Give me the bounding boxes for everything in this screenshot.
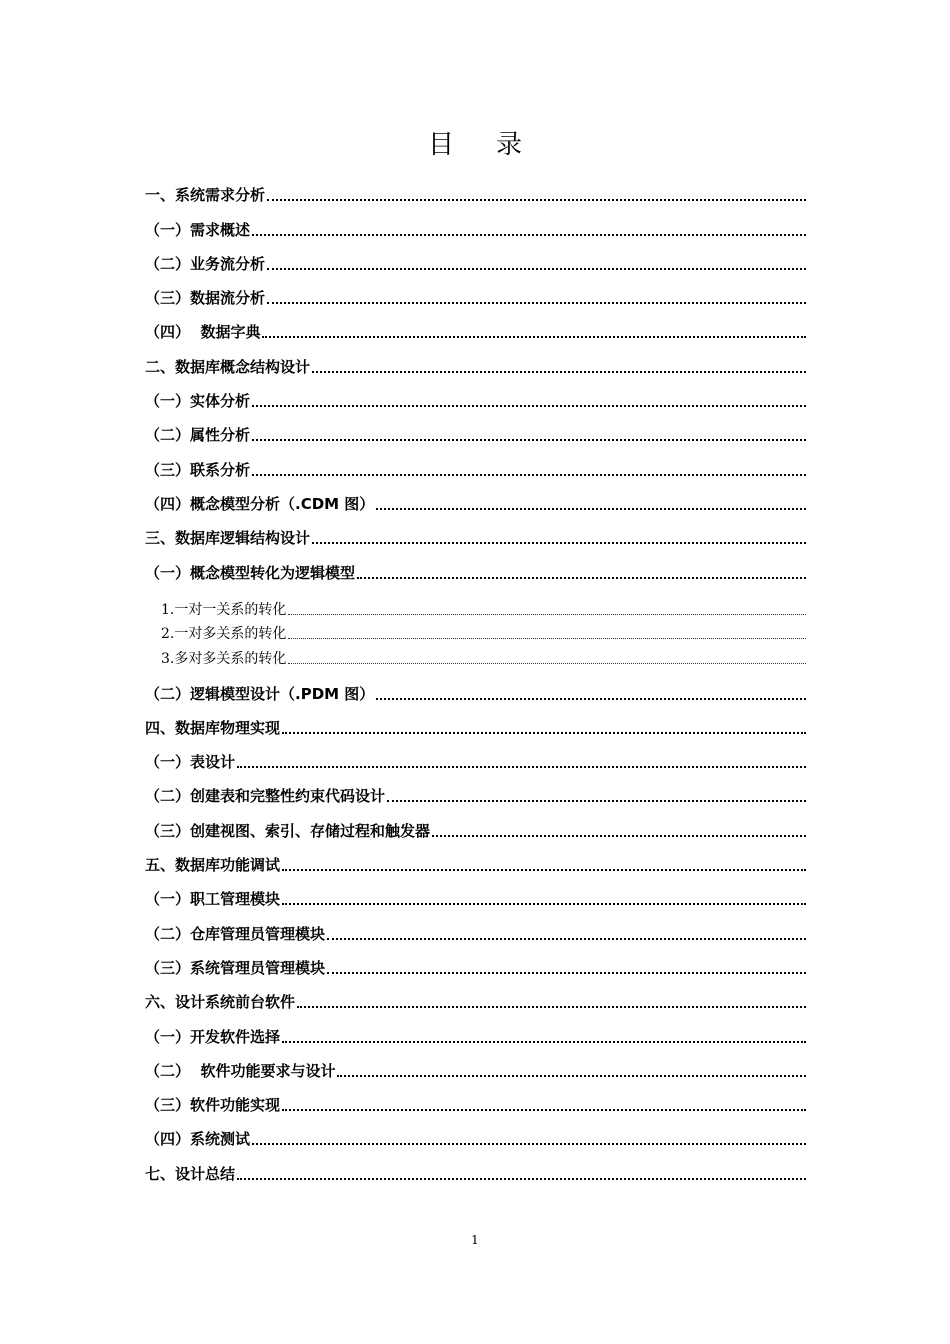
page-number: 1 (471, 1233, 479, 1247)
toc-entry[interactable] (145, 773, 806, 807)
dot-leader (267, 199, 806, 201)
toc-entry[interactable] (145, 739, 806, 773)
dot-leader (282, 1041, 806, 1043)
toc-entry-label: （一）需求概述 (145, 220, 251, 239)
dot-leader (267, 268, 806, 270)
dot-leader (267, 302, 806, 304)
toc-entry-label: （四）概念模型分析（.CDM 图） (145, 494, 375, 513)
dot-leader (282, 869, 806, 871)
toc-entry[interactable] (145, 206, 806, 240)
toc-entry-label: （一）实体分析 (145, 392, 251, 411)
toc-entry-label: （二）创建表和完整性约束代码设计 (145, 787, 386, 806)
toc-list (145, 172, 806, 1185)
dot-leader (282, 903, 806, 905)
toc-entry[interactable] (145, 378, 806, 412)
dot-leader (252, 474, 806, 476)
dot-leader (312, 542, 806, 544)
toc-entry-label: （二）业务流分析 (145, 254, 266, 273)
toc-entry-label: 二、数据库概念结构设计 (145, 357, 311, 376)
dot-leader (288, 663, 806, 664)
toc-entry[interactable] (145, 172, 806, 206)
dot-leader (237, 766, 806, 768)
dot-leader (387, 800, 806, 802)
dot-leader (327, 972, 806, 974)
toc-entry[interactable] (145, 669, 806, 705)
dot-leader (252, 234, 806, 236)
dot-leader (252, 405, 806, 407)
dot-leader (376, 698, 806, 700)
toc-entry-label: （二）逻辑模型设计（.PDM 图） (145, 684, 375, 703)
toc-entry-label: （二）仓库管理员管理模块 (145, 924, 326, 943)
toc-entry[interactable] (145, 910, 806, 944)
toc-entry-label: （四） 数据字典 (145, 323, 261, 342)
toc-entry[interactable] (145, 1082, 806, 1116)
dot-leader (237, 1178, 806, 1180)
dot-leader (357, 577, 806, 579)
toc-entry[interactable] (145, 1150, 806, 1184)
toc-entry-label: （三）创建视图、索引、存储过程和触发器 (145, 821, 431, 840)
toc-entry[interactable] (145, 945, 806, 979)
dot-leader (252, 439, 806, 441)
toc-entry-label: 一、系统需求分析 (145, 186, 266, 205)
toc-entry-label: （二） 软件功能要求与设计 (145, 1061, 336, 1080)
dot-leader (297, 1006, 806, 1008)
toc-entry-label: （三）数据流分析 (145, 289, 266, 308)
toc-entry[interactable] (145, 515, 806, 549)
toc-entry[interactable] (145, 1116, 806, 1150)
toc-entry[interactable] (145, 481, 806, 515)
toc-subentry[interactable] (145, 620, 806, 645)
toc-entry-label: 五、数据库功能调试 (145, 856, 281, 875)
toc-entry-label: 七、设计总结 (145, 1164, 236, 1183)
dot-leader (252, 1143, 806, 1145)
dot-leader (288, 638, 806, 639)
toc-entry-label: 三、数据库逻辑结构设计 (145, 529, 311, 548)
toc-entry-label: （一）概念模型转化为逻辑模型 (145, 563, 356, 582)
dot-leader (327, 938, 806, 940)
toc-entry[interactable] (145, 1013, 806, 1047)
toc-entry-label: （四）系统测试 (145, 1130, 251, 1149)
dot-leader (337, 1075, 806, 1077)
toc-entry-label: （二）属性分析 (145, 426, 251, 445)
toc-entry-label: 六、设计系统前台软件 (145, 993, 296, 1012)
toc-entry-label: 3.多对多关系的转化 (161, 650, 287, 667)
dot-leader (376, 508, 806, 510)
toc-entry-label: （三）联系分析 (145, 460, 251, 479)
toc-subentry[interactable] (145, 584, 806, 620)
toc-entry-label: 四、数据库物理实现 (145, 718, 281, 737)
toc-entry[interactable] (145, 807, 806, 841)
toc-entry-label: （三）软件功能实现 (145, 1096, 281, 1115)
toc-entry-label: （一）表设计 (145, 753, 236, 772)
toc-entry[interactable] (145, 979, 806, 1013)
toc-entry[interactable] (145, 549, 806, 583)
dot-leader (432, 835, 806, 837)
toc-entry[interactable] (145, 275, 806, 309)
dot-leader (282, 1109, 806, 1111)
toc-entry[interactable] (145, 343, 806, 377)
dot-leader (312, 371, 806, 373)
dot-leader (262, 336, 806, 338)
toc-subentry[interactable] (145, 644, 806, 669)
toc-entry[interactable] (145, 876, 806, 910)
toc-entry-label: 1.一对一关系的转化 (161, 601, 287, 618)
toc-entry[interactable] (145, 842, 806, 876)
toc-entry[interactable] (145, 412, 806, 446)
toc-entry[interactable] (145, 309, 806, 343)
toc-title: 目 录 (427, 130, 523, 160)
toc-entry-label: （一）开发软件选择 (145, 1027, 281, 1046)
toc-entry-label: 2.一对多关系的转化 (161, 626, 287, 643)
toc-entry[interactable] (145, 705, 806, 739)
toc-entry[interactable] (145, 241, 806, 275)
toc-entry-label: （三）系统管理员管理模块 (145, 958, 326, 977)
toc-entry[interactable] (145, 1048, 806, 1082)
dot-leader (282, 732, 806, 734)
toc-entry[interactable] (145, 446, 806, 480)
toc-entry-label: （一）职工管理模块 (145, 890, 281, 909)
dot-leader (288, 614, 806, 615)
